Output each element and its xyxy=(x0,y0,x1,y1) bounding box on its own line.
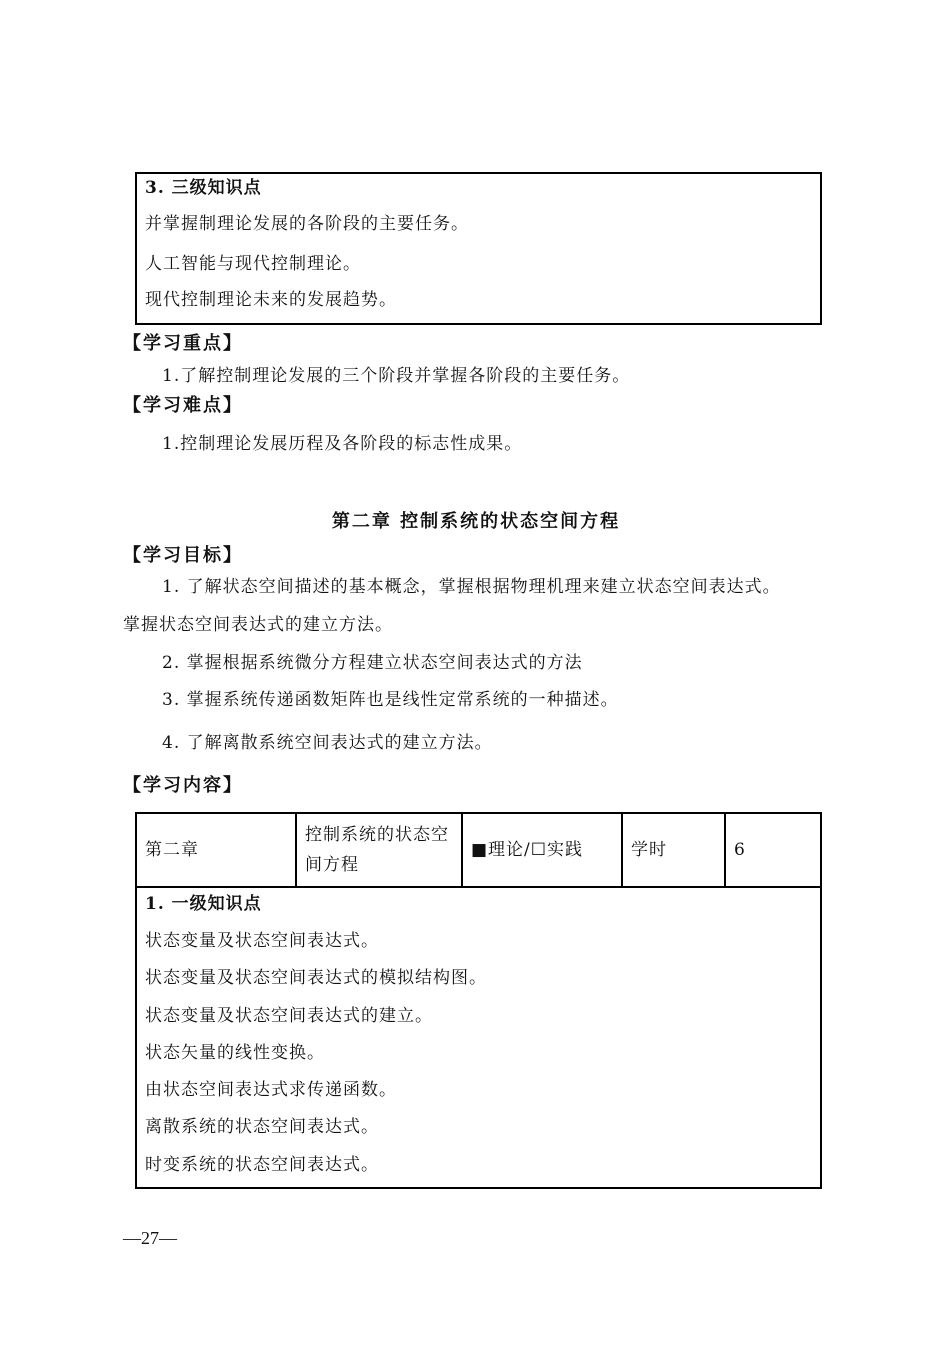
level1-item: 由状态空间表达式求传递函数。 xyxy=(145,1080,397,1100)
course-type-cell: ■理论/☐实践 xyxy=(462,813,622,887)
table-row xyxy=(136,813,821,887)
content-heading: 【学习内容】 xyxy=(123,775,243,796)
chapter-title: 第二章 控制系统的状态空间方程 xyxy=(331,511,621,532)
level1-item: 状态变量及状态空间表达式。 xyxy=(145,931,379,951)
level1-item: 离散系统的状态空间表达式。 xyxy=(145,1117,379,1137)
objective-item: 2. 掌握根据系统微分方程建立状态空间表达式的方法 xyxy=(162,653,583,673)
chapter-info-table xyxy=(135,812,822,888)
objective-item: 1. 了解状态空间描述的基本概念，掌握根据物理机理来建立状态空间表达式。 xyxy=(162,577,781,597)
level3-item: 并掌握制理论发展的各阶段的主要任务。 xyxy=(145,214,469,234)
level3-heading: 3. 三级知识点 xyxy=(145,178,262,198)
hours-value-cell: 6 xyxy=(725,813,821,887)
hours-label-cell: 学时 xyxy=(622,813,725,887)
level1-item: 时变系统的状态空间表达式。 xyxy=(145,1155,379,1175)
objectives-heading: 【学习目标】 xyxy=(123,545,243,566)
objective-item: 3. 掌握系统传递函数矩阵也是线性定常系统的一种描述。 xyxy=(162,690,619,710)
page-number: —27— xyxy=(123,1228,177,1248)
key-point-item: 1.了解控制理论发展的三个阶段并掌握各阶段的主要任务。 xyxy=(162,366,631,386)
difficult-points-heading: 【学习难点】 xyxy=(123,395,243,416)
chapter-name-cell: 控制系统的状态空间方程 xyxy=(296,813,462,887)
difficult-point-item: 1.控制理论发展历程及各阶段的标志性成果。 xyxy=(162,434,523,454)
level1-heading: 1. 一级知识点 xyxy=(145,894,262,914)
level1-item: 状态变量及状态空间表达式的模拟结构图。 xyxy=(145,968,487,988)
level3-item: 人工智能与现代控制理论。 xyxy=(145,254,361,274)
objective-item-continued: 掌握状态空间表达式的建立方法。 xyxy=(123,615,393,635)
level1-item: 状态变量及状态空间表达式的建立。 xyxy=(145,1006,433,1026)
level3-item: 现代控制理论未来的发展趋势。 xyxy=(145,290,397,310)
chapter-cell: 第二章 xyxy=(136,813,296,887)
key-points-heading: 【学习重点】 xyxy=(123,333,243,354)
level1-item: 状态矢量的线性变换。 xyxy=(145,1043,325,1063)
objective-item: 4. 了解离散系统空间表达式的建立方法。 xyxy=(162,733,493,753)
